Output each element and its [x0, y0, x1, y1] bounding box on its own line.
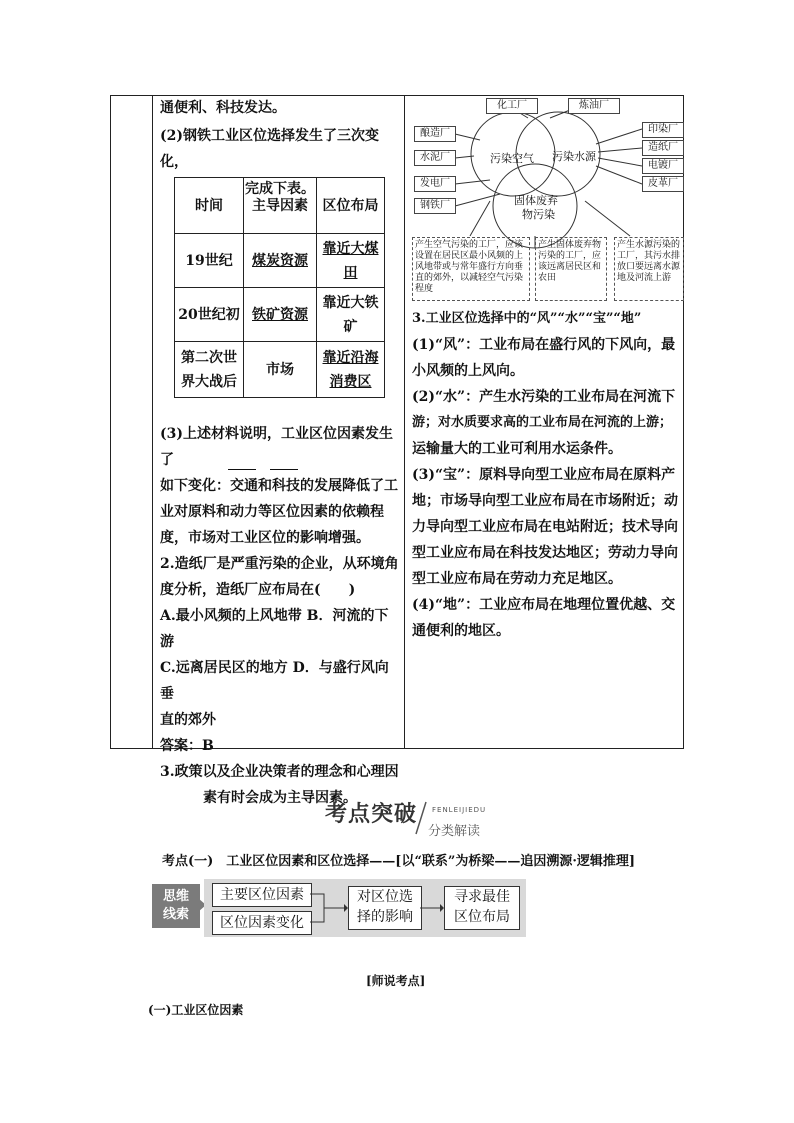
table-cell: 靠近大煤田: [317, 234, 385, 288]
item2-line: 2.造纸厂是严重污染的企业，从环境角: [160, 556, 399, 572]
table-header-layout: 区位布局: [317, 178, 385, 234]
right-column: [412, 306, 680, 644]
left-lower: [160, 421, 400, 811]
flow-box-factor-changes: 区位因素变化: [212, 911, 312, 935]
item2-line: C.远离居民区的地方 D．与盛行风向垂: [160, 660, 389, 702]
table-header-factor: 主导因素: [244, 178, 317, 234]
label-solid-waste-2: 物污染: [522, 208, 555, 221]
thinking-label-line2: 线索: [162, 907, 189, 922]
box-brewery: 酿造厂: [414, 126, 456, 142]
answer: 答案：B: [160, 738, 214, 754]
right-line: 力导向型工业应布局在电站附近；技术导向: [412, 519, 678, 535]
right-line: (2)“水”：产生水污染的工业布局在河流下: [412, 389, 676, 405]
right-line: (4)“地”：工业应布局在地理位置优越、交: [412, 597, 676, 613]
flow-box-optimal-line2: 区位布局: [454, 909, 510, 925]
flow-box-influence-line1: 对区位选: [357, 889, 413, 905]
note-air-pollution: 产生空气污染的工厂，应该设置在居民区最小风频的上风地带或与常年盛行方向垂直的郊外，以减轻空气污染程度: [412, 237, 530, 301]
q3-line: 度，市场对工业区位的影响增强。: [160, 530, 370, 546]
flow-box-optimal-line1: 寻求最佳: [454, 889, 510, 905]
thinking-label-line1: 思维: [162, 889, 189, 904]
q3-line: 如下变化：交通和科技的发展降低了工: [160, 478, 398, 494]
table-cell: 19世纪: [175, 234, 244, 288]
right-line: 通便利的地区。: [412, 623, 510, 639]
flow-box-influence: [348, 886, 422, 930]
table-header-time: 时间: [175, 178, 244, 234]
right-line: (1)“风”：工业布局在盛行风的下风向，最: [412, 337, 676, 353]
box-steel-plant: 钢铁厂: [414, 198, 456, 214]
table-cell: 靠近沿海消费区: [317, 342, 385, 398]
q3-line: 业对原料和动力等区位因素的依赖程: [160, 504, 384, 520]
label-solid-waste-1: 固体废弃: [514, 194, 558, 207]
box-leather-plant: 皮革厂: [642, 176, 684, 192]
item3-line1: 3.政策以及企业决策者的理念和心理因: [160, 764, 399, 780]
underline-mark: [228, 469, 256, 470]
box-refinery: 炼油厂: [568, 98, 620, 114]
box-cement-plant: 水泥厂: [414, 150, 456, 166]
section-heading: 考点(一) 工业区位因素和区位选择——[以“联系”为桥梁——追因溯源·逻辑推理]: [162, 854, 636, 869]
q2-intro: (2)钢铁工业区位选择发生了三次变化，: [160, 128, 379, 170]
industrial-factors-subtitle: (一)工业区位因素: [148, 1003, 244, 1017]
item2-line: A.最小风频的上风地带 B．河流的下游: [160, 608, 389, 650]
section-logo-title: 考点突破: [325, 802, 418, 827]
note-water-pollution: 产生水源污染的工厂，其污水排放口要远离水源地及河流上游: [614, 237, 684, 301]
label-air-pollution: 污染空气: [490, 152, 534, 165]
flow-box-influence-line2: 择的影响: [357, 909, 413, 925]
table-cell: 煤炭资源: [244, 234, 317, 288]
section-logo-pinyin: FENLEIJIEDU: [432, 806, 487, 814]
table-cell: 20世纪初: [175, 288, 244, 342]
left-line1: 通便利、科技发达。: [160, 100, 286, 116]
flow-box-optimal-layout: [444, 886, 520, 930]
flow-box-main-factors: 主要区位因素: [212, 883, 312, 907]
right-line: 运输量大的工业可利用水运条件。: [412, 441, 622, 457]
box-dyeing-plant: 印染厂: [642, 122, 684, 138]
table-cell: 铁矿资源: [244, 288, 317, 342]
table-divider-middle: [404, 95, 405, 749]
table-row: [175, 288, 385, 342]
right-line: 小风频的上风向。: [412, 363, 524, 379]
q3-line: (3)上述材料说明，工业区位因素发生了: [160, 426, 393, 468]
table-cell: 靠近大铁矿: [317, 288, 385, 342]
table-divider-left: [152, 95, 153, 749]
q2-intro2: 完成下表。: [245, 181, 315, 197]
note-solid-waste: 产生固体废弃物污染的工厂，应该远离居民区和农田: [535, 237, 607, 301]
table-cell: 市场: [244, 342, 317, 398]
item2-line: 直的郊外: [160, 712, 216, 728]
table-row: [175, 234, 385, 288]
logo-slash-icon: [414, 800, 428, 836]
box-plating-plant: 电镀厂: [642, 158, 684, 174]
right-line: 型工业应布局在劳动力充足地区。: [412, 571, 622, 587]
right-line: 游；对水质要求高的工业布局在河流的上游；: [412, 415, 673, 430]
teacher-points-title: [师说考点]: [366, 974, 426, 988]
item2-line: 度分析，造纸厂应布局在( ): [160, 582, 356, 598]
table-cell: 第二次世界大战后: [175, 342, 244, 398]
item3-line2: 素有时会成为主导因素。: [203, 790, 357, 806]
underline-mark: [270, 469, 298, 470]
flow-arrow-icon: [420, 903, 444, 913]
table-row: [175, 342, 385, 398]
right-line: 型工业应布局在科技发达地区；劳动力导向: [412, 545, 678, 561]
pollution-diagram: [410, 96, 684, 306]
section-logo-subtitle: 分类解读: [428, 824, 481, 839]
right-title: 3.工业区位选择中的“风”“水”“宝”“地”: [412, 311, 642, 326]
right-line: (3)“宝”：原料导向型工业应布局在原料产: [412, 467, 676, 483]
box-paper-mill: 造纸厂: [642, 140, 684, 156]
steel-location-table: [174, 177, 385, 398]
box-power-plant: 发电厂: [414, 176, 456, 192]
flow-arrow-icon: [310, 886, 348, 932]
label-water-pollution: 污染水源: [552, 150, 596, 163]
box-chemical-plant: 化工厂: [486, 98, 538, 114]
thinking-clue-label: [152, 884, 200, 928]
right-line: 地；市场导向型工业应布局在市场附近；动: [412, 493, 678, 509]
